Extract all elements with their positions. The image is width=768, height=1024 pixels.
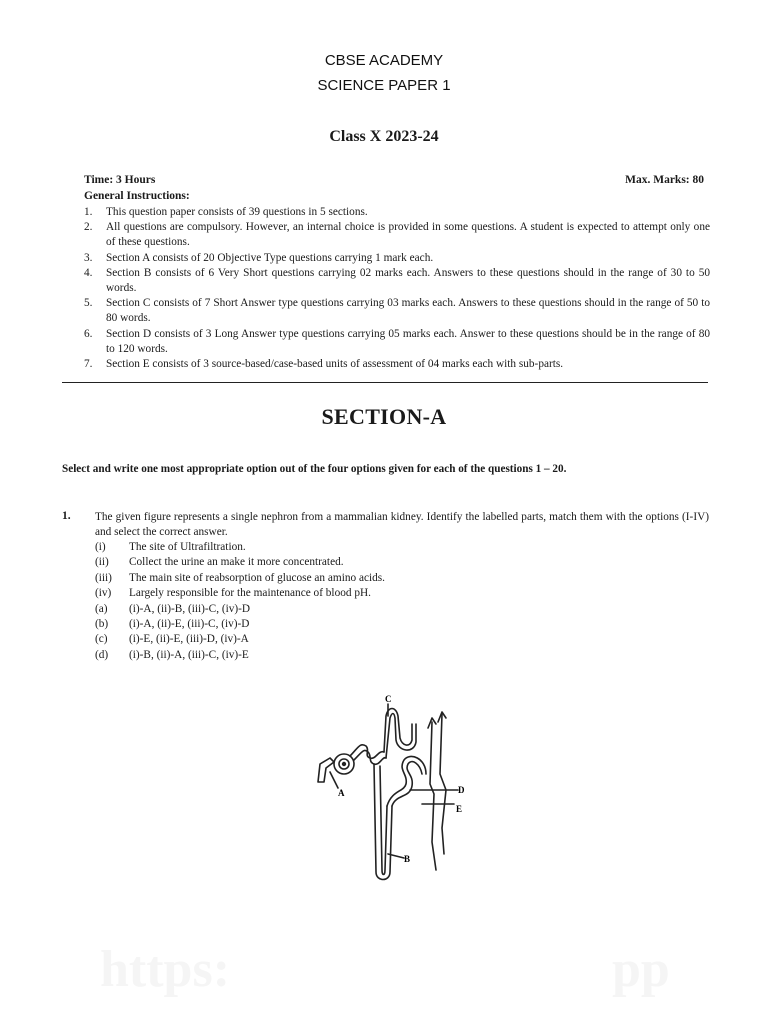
section-instruction: Select and write one most appropriate option out of the four options given for each of the questions 1 – 20. [62,463,567,475]
instruction-item [84,357,710,372]
instruction-number: 5. [84,297,93,310]
instruction-text: This question paper consists of 39 questions in 5 sections. [106,206,368,218]
instruction-text: All questions are compulsory. However, an internal choice is provided in some questions. A student is expected to attempt only one of these questions. [106,221,710,249]
question-options [95,540,385,663]
statement-item [95,555,385,570]
instruction-item [84,251,710,266]
option-text: The site of Ultrafiltration. [129,541,246,553]
instruction-item [84,220,710,250]
option-marker: (a) [95,602,108,615]
divider-line [62,382,708,383]
label-d: D [458,785,465,795]
option-marker: (b) [95,618,109,631]
paper-title: SCIENCE PAPER 1 [317,77,451,94]
option-marker: (iii) [95,571,112,584]
instruction-number: 1. [84,206,93,218]
option-text: Collect the urine an make it more concentrated. [129,556,344,569]
label-c: C [385,694,392,704]
option-text: (i)-B, (ii)-A, (iii)-C, (iv)-E [129,648,249,661]
instructions-list [84,205,710,372]
option-text: Largely responsible for the maintenance of blood pH. [129,587,371,600]
instruction-number: 3. [84,251,93,264]
class-title: Class X 2023-24 [329,128,439,145]
option-marker: (i) [95,541,106,553]
option-text: (i)-A, (ii)-E, (iii)-C, (iv)-D [129,618,250,631]
max-marks-label: Max. Marks: 80 [625,174,704,186]
instruction-item [84,266,710,296]
statement-item [95,540,385,555]
nephron-diagram [300,694,470,894]
answer-option [95,632,385,647]
academy-title: CBSE ACADEMY [324,52,444,69]
statement-item [95,571,385,586]
option-text: (i)-E, (ii)-E, (iii)-D, (iv)-A [129,633,249,646]
question-text: The given figure represents a single nephron from a mammalian kidney. Identify the labelled parts, match them with the options (I-IV) and select the correct answer. [95,511,709,539]
answer-option [95,617,385,632]
general-instructions-title: General Instructions: [84,190,190,202]
watermark-left: https: [100,941,231,998]
exam-meta [84,174,704,186]
instruction-text: Section D consists of 3 Long Answer type questions carrying 05 marks each. Answer to these questions should be in the range of 80 to 120 words. [106,327,710,355]
instruction-text: Section C consists of 7 Short Answer type questions carrying 03 marks each. Answers to these questions should in the range of 50 to 80 words. [106,297,710,325]
answer-option [95,602,385,617]
instruction-item [84,205,710,220]
label-a: A [338,788,345,798]
instruction-number: 6. [84,327,93,340]
instruction-item [84,296,710,326]
answer-option [95,648,385,663]
instruction-item [84,327,710,357]
instruction-number: 4. [84,266,93,279]
label-b: B [404,854,411,864]
option-marker: (d) [95,648,109,661]
statement-item [95,586,385,601]
option-marker: (c) [95,633,108,646]
label-e: E [456,804,463,814]
option-text: The main site of reabsorption of glucose an amino acids. [129,571,385,584]
question-number: 1. [62,510,71,522]
watermark-right: pp [612,941,670,998]
instruction-number: 7. [84,358,93,371]
option-text: (i)-A, (ii)-B, (iii)-C, (iv)-D [129,602,251,615]
option-marker: (ii) [95,556,109,569]
time-label: Time: 3 Hours [84,174,156,186]
option-marker: (iv) [95,587,112,600]
instruction-number: 2. [84,221,93,234]
instruction-text: Section A consists of 20 Objective Type questions carrying 1 mark each. [106,251,434,264]
instruction-text: Section E consists of 3 source-based/case-based units of assessment of 04 marks each with sub-parts. [106,358,564,371]
instruction-text: Section B consists of 6 Very Short questions carrying 02 marks each. Answers to these questions should in the range of 30 to 50 words. [106,266,710,295]
section-title: SECTION-A [321,404,447,429]
